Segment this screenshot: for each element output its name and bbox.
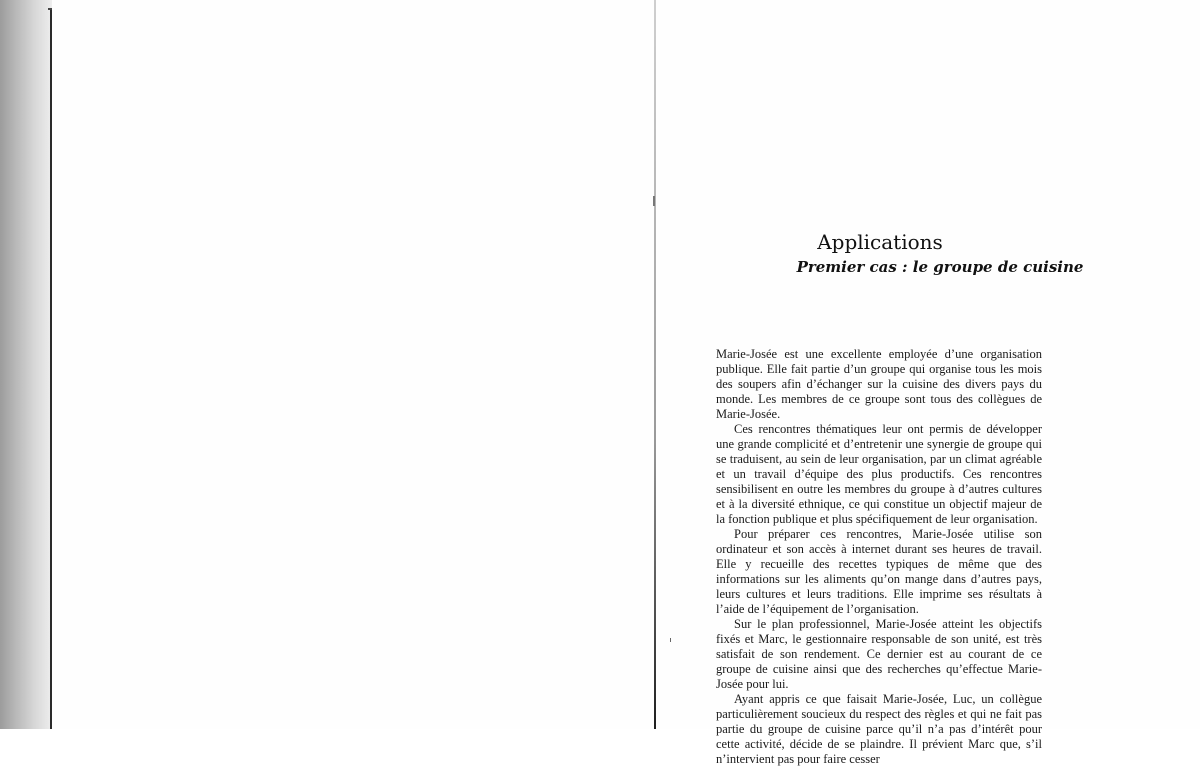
paragraph: Ayant appris ce que faisait Marie-Josée, Luc, un collègue particulièrement soucieux du respect des règles et qui ne fait pas partie du groupe de cuisine parce qu’il n’a pas d’intérêt pour cette activité, décide de se plaindre. Il prévient Marc que, s’il n’intervient pas pour faire cesser bbox=[716, 692, 1042, 766]
page-title: Applications bbox=[817, 230, 943, 254]
body-text bbox=[716, 347, 1042, 767]
margin-mark bbox=[670, 638, 671, 642]
scan-shadow bbox=[0, 0, 52, 729]
paragraph: Marie-Josée est une excellente employée d’une organisation publique. Elle fait partie d’un groupe qui organise tous les mois des soupers afin d’échanger sur la cuisine des divers pays du monde. Les membres de ce groupe sont tous des collègues de Marie-Josée. bbox=[716, 347, 1042, 421]
case-subtitle: Premier cas : le groupe de cuisine bbox=[796, 258, 1084, 276]
gutter-mark bbox=[653, 196, 655, 206]
paragraph: Pour préparer ces rencontres, Marie-Josée utilise son ordinateur et son accès à internet durant ses heures de travail. Elle y recueille des recettes typiques de même que des informations sur les aliments qu’on mange dans d’autres pays, leurs cultures et leurs traditions. Elle imprime ses résultats à l’aide de l’équipement de l’organisation. bbox=[716, 527, 1042, 616]
paragraph: Ces rencontres thématiques leur ont permis de développer une grande complicité et d’entretenir une synergie de groupe qui se traduisent, au sein de leur organisation, par un climat agréable et un travail d’équipe des plus productifs. Ces rencontres sensibilisent en outre les membres du groupe à d’autres cultures et à la diversité ethnique, ce qui constitue un objectif majeur de la fonction publique et plus spécifiquement de leur organisation. bbox=[716, 422, 1042, 526]
left-page-blank bbox=[52, 0, 655, 729]
paragraph: Sur le plan professionnel, Marie-Josée atteint les objectifs fixés et Marc, le gestionnaire responsable de son unité, est très satisfait de son rendement. Ce dernier est au courant de ce groupe de cuisine ainsi que des recherches qu’effectue Marie-Josée pour lui. bbox=[716, 617, 1042, 691]
